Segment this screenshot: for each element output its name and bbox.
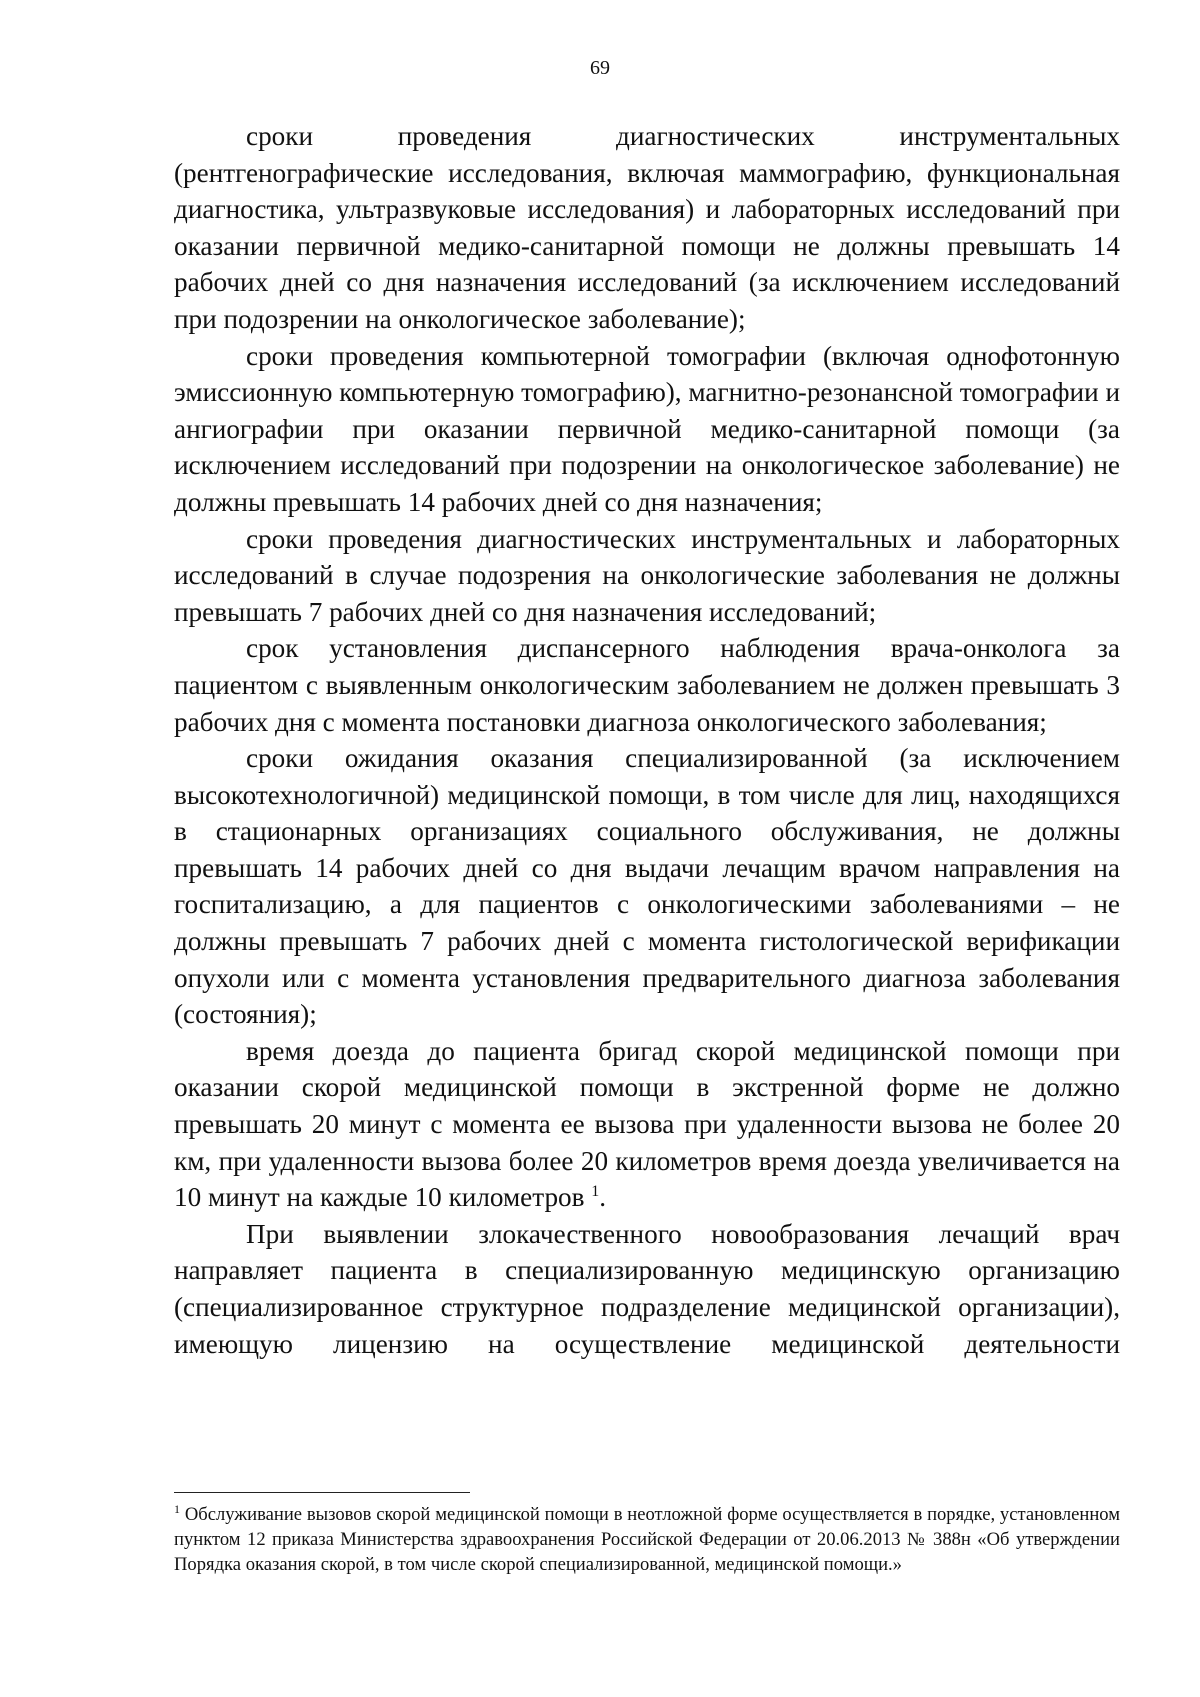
paragraph-specialized-care-terms: сроки ожидания оказания специализированной (за исключением высокотехнологичной) медицинской помощи, в том числе для лиц, находящихся в стационарных организациях социального обслуживания, не должны превышать 14 рабочих дней со дня выдачи лечащим врачом направления на госпитализацию, а для пациентов с онкологическими заболеваниями – не должны превышать 7 рабочих дней с момента гистологической верификации опухоли или с момента установления предварительного диагноза заболевания (состояния); — [174, 743, 1120, 1030]
paragraph-ambulance-arrival-time — [174, 1033, 1120, 1216]
footnote-mark: 1 — [174, 1501, 180, 1516]
footnote — [174, 1502, 1120, 1577]
paragraph-dispensary-observation-term: срок установления диспансерного наблюдения врача-онколога за пациентом с выявленным онкологическим заболеванием не должен превышать 3 рабочих дня с момента постановки диагноза онкологического заболевания; — [174, 633, 1120, 737]
ambulance-paragraph-text: время доезда до пациента бригад скорой медицинской помощи при оказании скорой медицинской помощи в экстренной форме не должно превышать 20 минут с момента ее вызова при удаленности вызова не более 20 км, при удаленности вызова более 20 километров время доезда увеличивается на 10 минут на каждые 10 километров — [174, 1035, 1120, 1213]
paragraph-diagnostic-terms: сроки проведения диагностических инструментальных (рентгенографические исследования, включая маммографию, функциональная диагностика, ультразвуковые исследования) и лабораторных исследований при оказании первичной медико-санитарной помощи не должны превышать 14 рабочих дней со дня назначения исследований (за исключением исследований при подозрении на онкологическое заболевание); — [174, 121, 1120, 334]
footnote-text: Обслуживание вызовов скорой медицинской помощи в неотложной форме осуществляется в порядке, установленном пунктом 12 приказа Министерства здравоохранения Российской Федерации от 20.06.2013 № 388н «Об утверждении Порядка оказания скорой, в том числе скорой специализированной, медицинской помощи.» — [174, 1504, 1120, 1575]
paragraph-oncology-diagnostic-terms: сроки проведения диагностических инструментальных и лабораторных исследований в случае подозрения на онкологические заболевания не должны превышать 7 рабочих дней со дня назначения исследований; — [174, 523, 1120, 627]
footnote-reference[interactable]: 1 — [591, 1183, 600, 1201]
ambulance-paragraph-ending: . — [599, 1182, 607, 1213]
main-text — [174, 118, 1120, 1362]
page-number: 69 — [590, 57, 610, 79]
footnote-separator — [174, 1492, 470, 1493]
paragraph-malignancy-referral: При выявлении злокачественного новообразования лечащий врач направляет пациента в специализированную медицинскую организацию (специализированное структурное подразделение медицинской организации), имеющую лицензию на осуществление медицинской деятельности — [174, 1218, 1120, 1359]
paragraph-tomography-terms: сроки проведения компьютерной томографии (включая однофотонную эмиссионную компьютерную томографию), магнитно-резонансной томографии и ангиографии при оказании первичной медико-санитарной помощи (за исключением исследований при подозрении на онкологическое заболевание) не должны превышать 14 рабочих дней со дня назначения; — [174, 340, 1120, 517]
